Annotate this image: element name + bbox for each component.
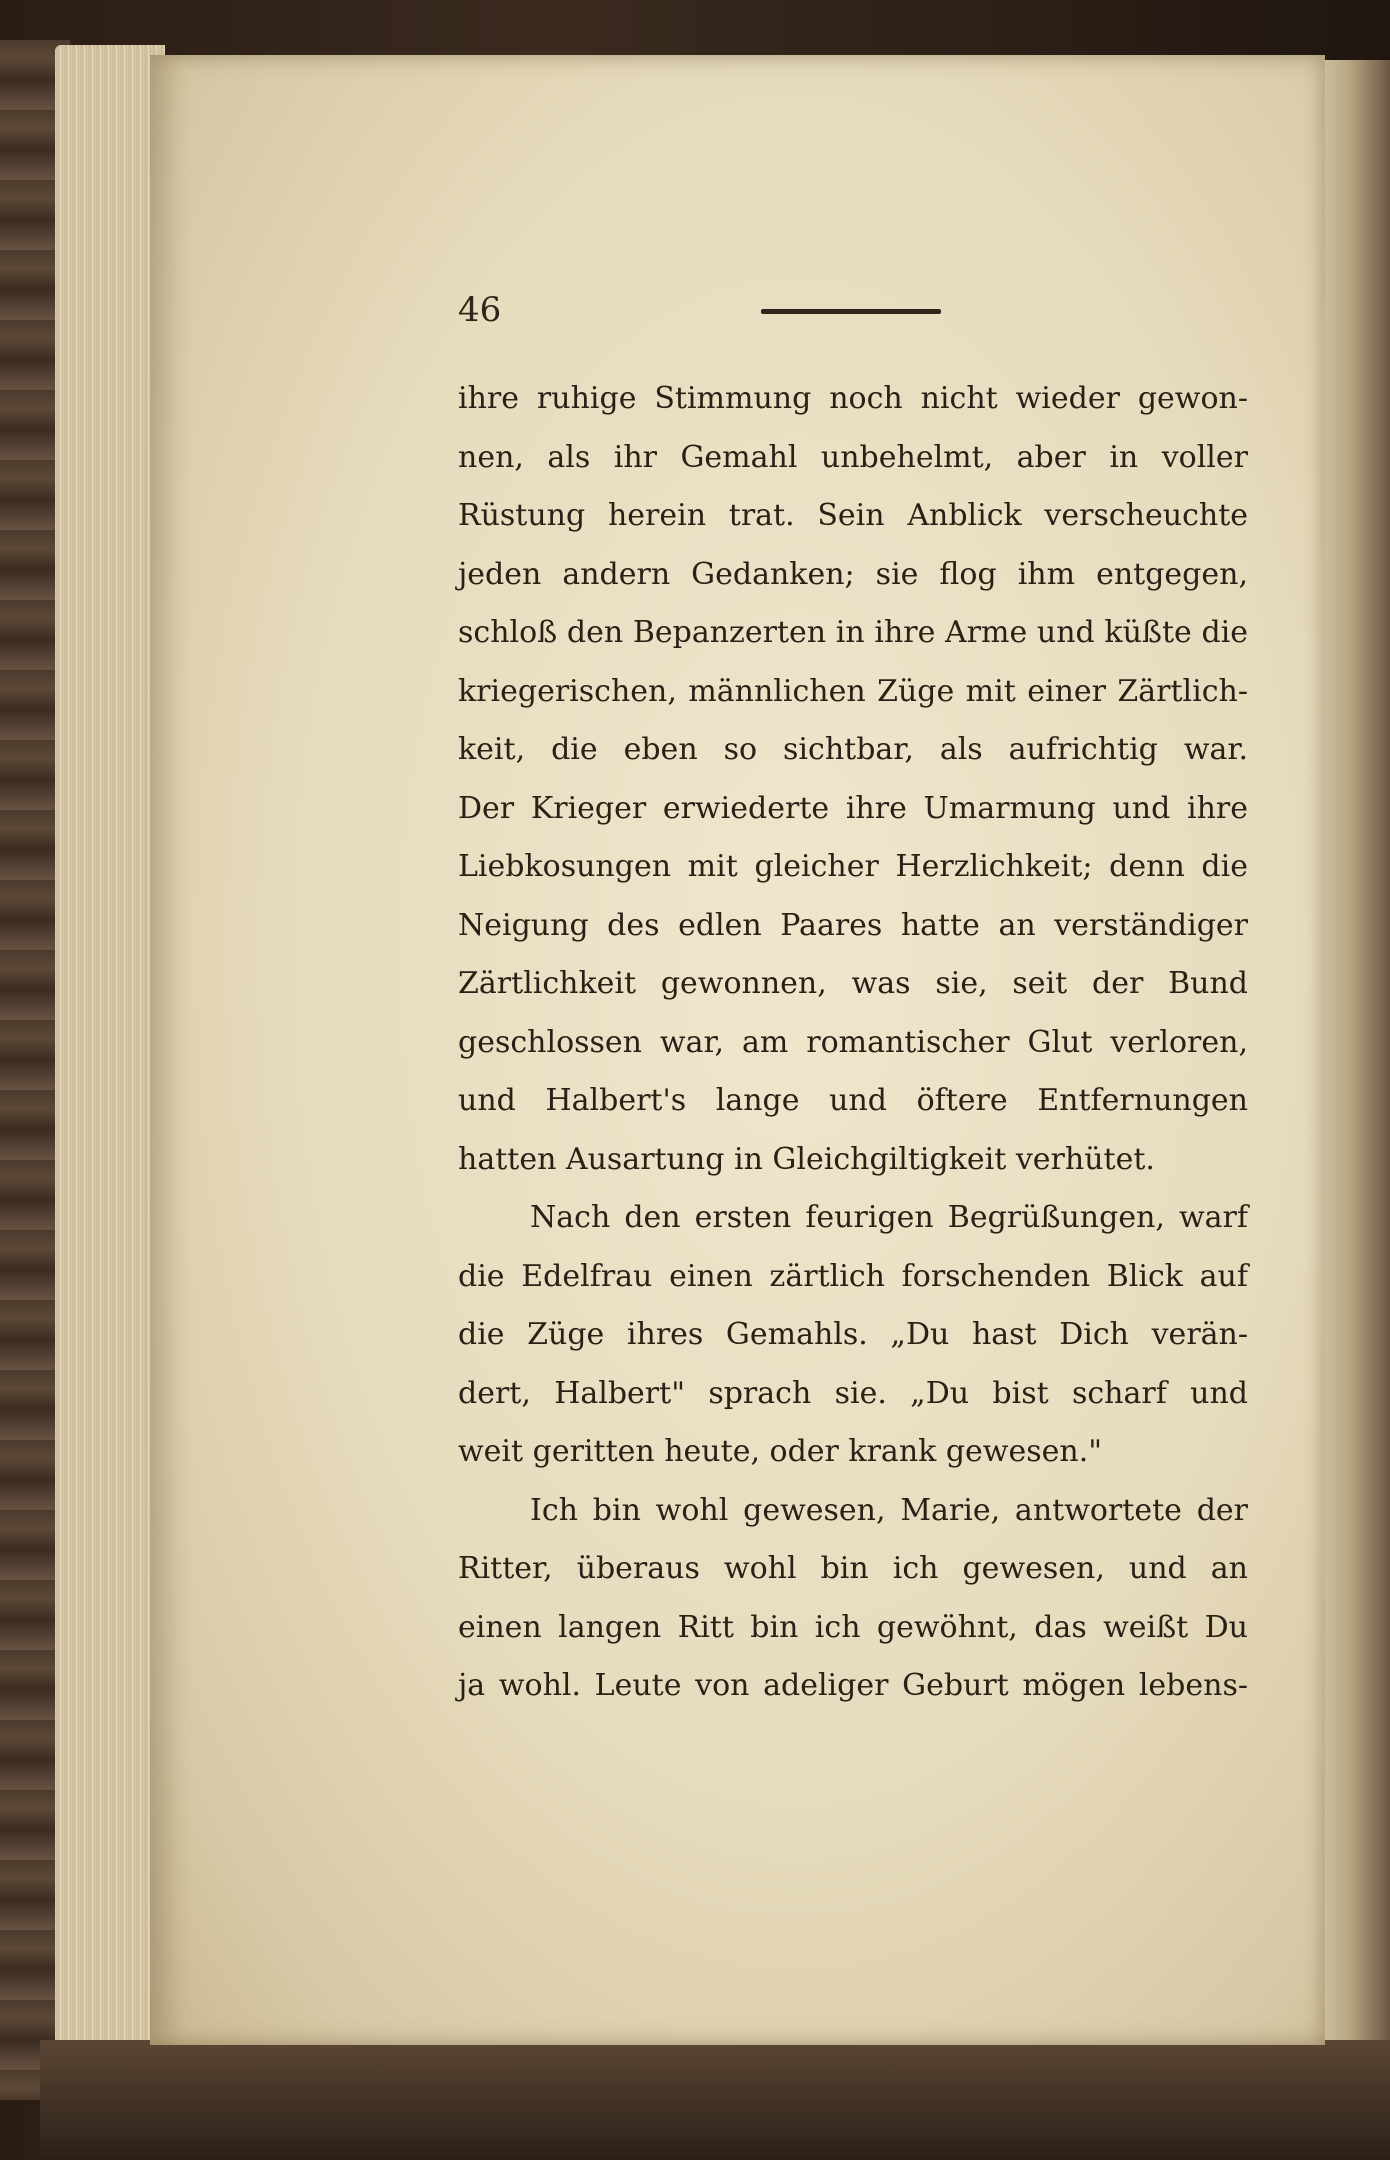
text-line: Nach den ersten feurigen Begrüßungen, warf xyxy=(530,1200,1248,1235)
text-line: schloß den Bepanzerten in ihre Arme und küßte die xyxy=(458,615,1248,650)
page-number: 46 xyxy=(458,290,502,330)
text-line: hatten Ausartung in Gleichgiltigkeit verhütet. xyxy=(458,1141,1155,1177)
text-line: Ich bin wohl gewesen, Marie, antwortete der xyxy=(530,1492,1248,1528)
text-line: die Edelfrau einen zärtlich forschenden Blick auf xyxy=(458,1258,1248,1294)
text-line: Liebkosungen mit gleicher Herzlichkeit; denn die xyxy=(458,849,1248,884)
text-line: geschlossen war, am romantischer Glut verloren, xyxy=(458,1024,1248,1060)
text-line: nen, als ihr Gemahl unbehelmt, aber in voller xyxy=(458,439,1248,475)
page-header xyxy=(458,290,1248,350)
text-line: keit, die eben so sichtbar, als aufrichtig war. xyxy=(458,732,1248,767)
text-line: Der Krieger erwiederte ihre Umarmung und ihre xyxy=(458,790,1248,826)
body-text xyxy=(458,370,1248,1716)
text-line: Neigung des edlen Paares hatte an verständiger xyxy=(458,907,1248,943)
text-line: und Halbert's lange und öftere Entfernungen xyxy=(458,1083,1248,1118)
text-line: Zärtlichkeit gewonnen, was sie, seit der Bund xyxy=(458,966,1248,1001)
text-line: ja wohl. Leute von adeliger Geburt mögen lebens- xyxy=(458,1668,1248,1703)
text-line: ihre ruhige Stimmung noch nicht wieder gewon- xyxy=(458,381,1248,416)
text-line: dert, Halbert" sprach sie. „Du bist scharf und xyxy=(458,1375,1248,1411)
text-line: jeden andern Gedanken; sie flog ihm entgegen, xyxy=(458,556,1248,592)
text-line: Ritter, überaus wohl bin ich gewesen, und an xyxy=(458,1551,1248,1586)
book-bottom-edge xyxy=(40,2040,1390,2160)
text-line: Rüstung herein trat. Sein Anblick verscheuchte xyxy=(458,498,1248,533)
page-stack-edge xyxy=(55,45,165,2055)
text-line: kriegerischen, männlichen Züge mit einer Zärtlich- xyxy=(458,673,1248,709)
page-right-edge xyxy=(1322,60,1390,2060)
header-rule xyxy=(761,309,941,314)
text-line: einen langen Ritt bin ich gewöhnt, das weißt Du xyxy=(458,1609,1248,1645)
text-line: die Züge ihres Gemahls. „Du hast Dich verän- xyxy=(458,1317,1248,1352)
text-line: weit geritten heute, oder krank gewesen." xyxy=(458,1434,1103,1469)
